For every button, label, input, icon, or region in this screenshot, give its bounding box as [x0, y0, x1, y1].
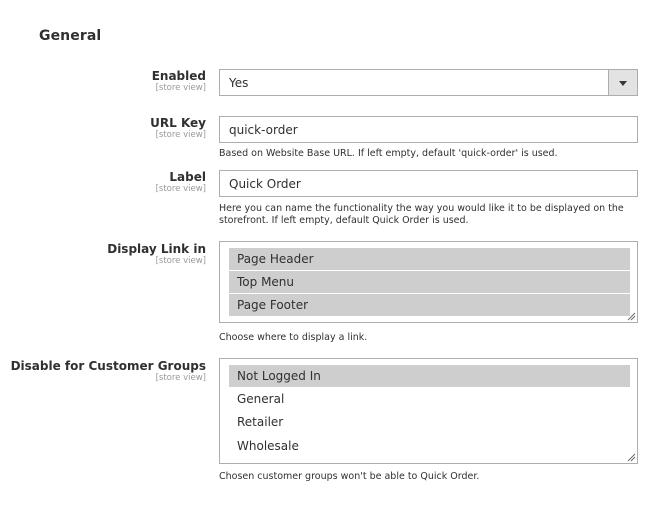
disable-groups-scope: [store view] — [155, 373, 206, 383]
url-key-input[interactable] — [219, 116, 638, 143]
label-note-line1: Here you can name the functionality the way you would like it to be displayed on the — [219, 203, 624, 214]
disable-groups-label: Disable for Customer Groups — [10, 359, 206, 373]
option-not-logged-in[interactable]: Not Logged In — [229, 365, 630, 387]
section-title: General — [39, 28, 102, 44]
enabled-select[interactable] — [219, 69, 638, 96]
label-note-line2: storefront. If left empty, default Quick Order is used. — [219, 215, 469, 226]
option-top-menu[interactable]: Top Menu — [229, 271, 630, 293]
disable-groups-multiselect[interactable] — [219, 358, 638, 464]
display-link-label-block — [107, 242, 206, 267]
display-link-multiselect[interactable] — [219, 241, 638, 323]
label-label: Label — [169, 170, 206, 184]
option-retailer[interactable]: Retailer — [237, 415, 284, 429]
option-page-footer[interactable]: Page Footer — [229, 294, 630, 316]
resize-grip-icon[interactable] — [627, 312, 636, 321]
url-key-label-block — [150, 116, 206, 141]
option-page-header[interactable]: Page Header — [229, 248, 630, 270]
chevron-down-icon — [619, 81, 627, 86]
option-wholesale[interactable]: Wholesale — [237, 439, 299, 453]
label-scope: [store view] — [155, 184, 206, 194]
label-label-block — [156, 170, 206, 195]
display-link-scope: [store view] — [155, 256, 206, 266]
enabled-select-toggle[interactable] — [608, 70, 637, 95]
enabled-label: Enabled — [151, 69, 206, 83]
option-general[interactable]: General — [237, 392, 285, 406]
url-key-note: Based on Website Base URL. If left empty, default 'quick-order' is used. — [219, 148, 558, 159]
enabled-scope: [store view] — [155, 83, 206, 93]
display-link-note: Choose where to display a link. — [219, 332, 368, 343]
enabled-select-value: Yes — [229, 76, 249, 90]
display-link-label: Display Link in — [107, 242, 206, 256]
url-key-scope: [store view] — [155, 130, 206, 140]
resize-grip-icon[interactable] — [627, 453, 636, 462]
label-input[interactable] — [219, 170, 638, 197]
enabled-label-block — [152, 69, 206, 94]
disable-groups-note: Chosen customer groups won't be able to Quick Order. — [219, 471, 480, 482]
url-key-label: URL Key — [150, 116, 206, 130]
disable-groups-label-block — [11, 359, 206, 384]
